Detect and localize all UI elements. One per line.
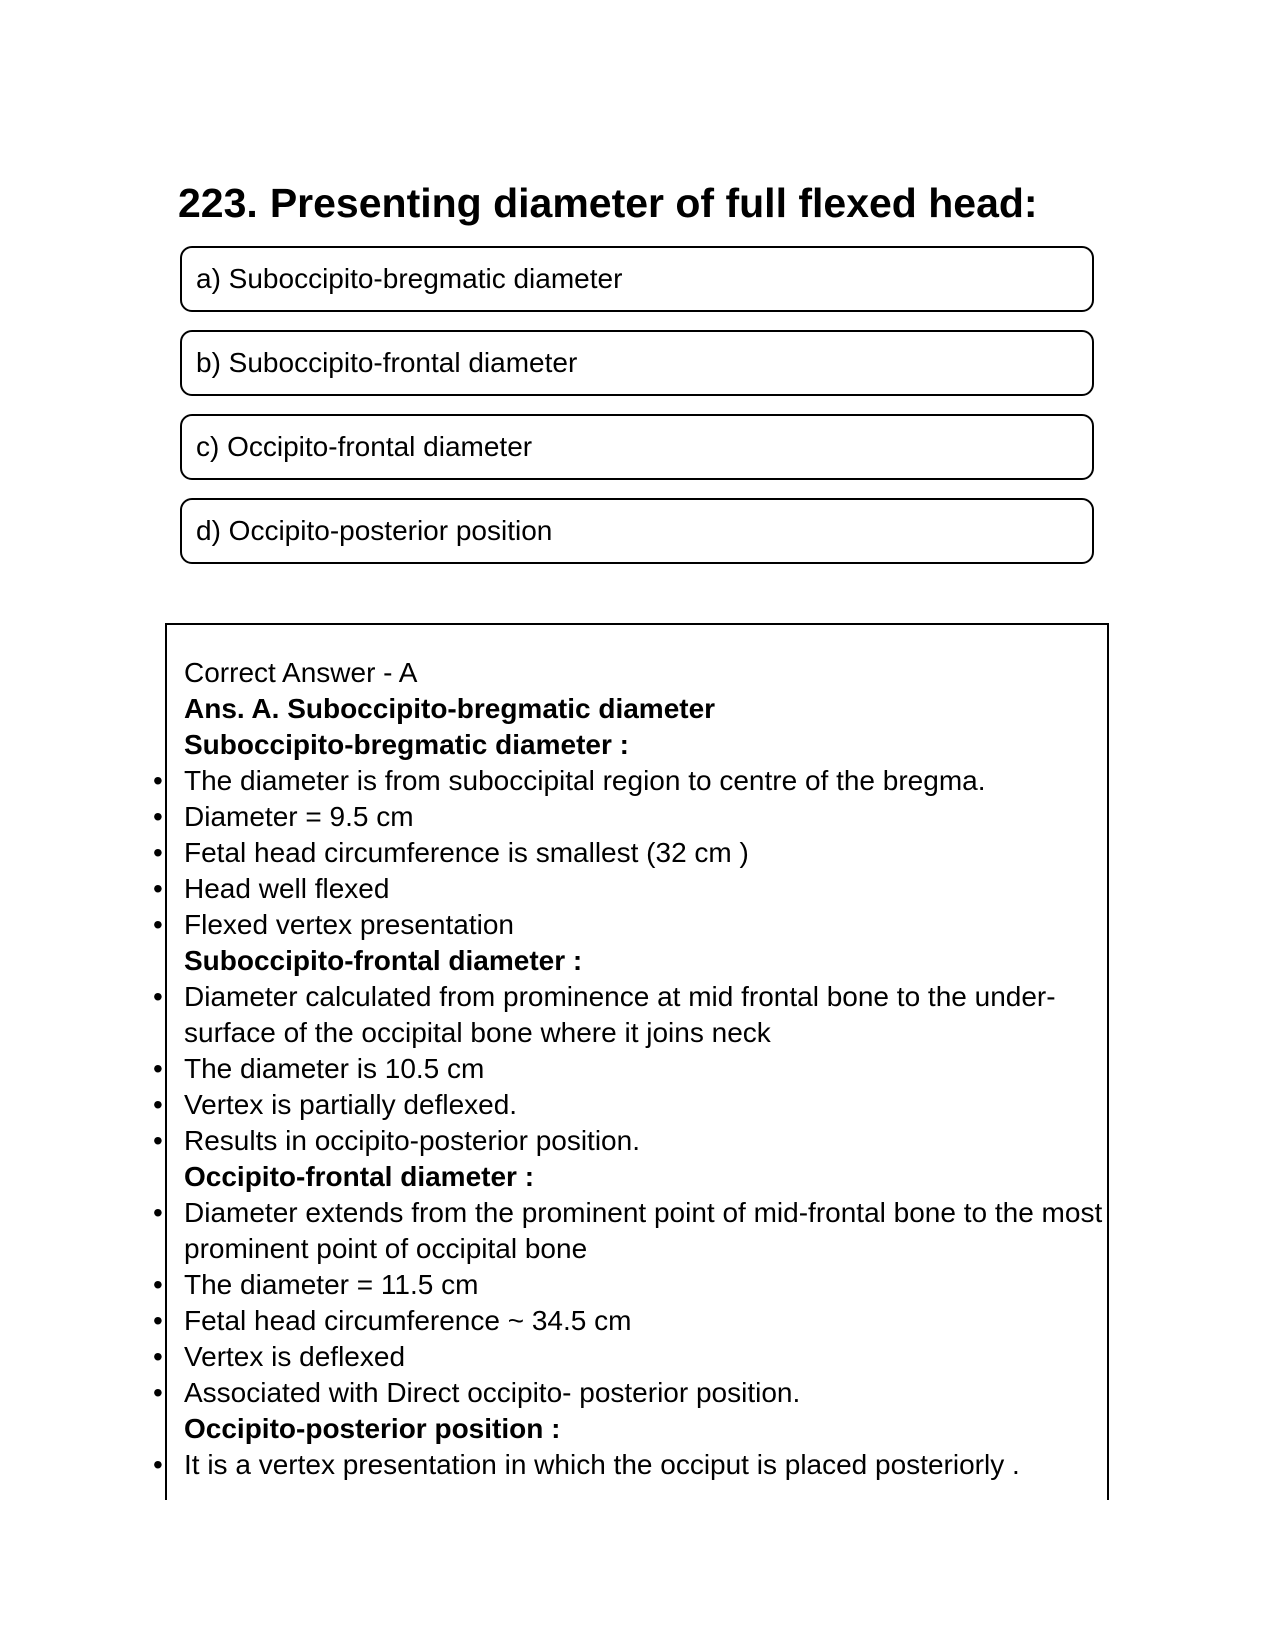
bullet-icon: • bbox=[153, 801, 163, 832]
bullet-icon: • bbox=[153, 1197, 163, 1228]
list-item: • Diameter = 9.5 cm bbox=[184, 799, 1104, 835]
list-item: • Vertex is deflexed bbox=[184, 1339, 1104, 1375]
bullet-icon: • bbox=[153, 1269, 163, 1300]
list-item: • Fetal head circumference is smallest (32 cm ) bbox=[184, 835, 1104, 871]
bullet-icon: • bbox=[153, 981, 163, 1012]
bullet-icon: • bbox=[153, 909, 163, 940]
bullet-icon: • bbox=[153, 873, 163, 904]
answer-heading: Ans. A. Suboccipito-bregmatic diameter bbox=[184, 693, 716, 724]
list-item: • The diameter is from suboccipital region to centre of the bregma. bbox=[184, 763, 1104, 799]
section-heading: Suboccipito-frontal diameter : bbox=[184, 945, 583, 976]
list-item: • Diameter calculated from prominence at mid frontal bone to the under-surface of the occipital bone where it joins neck bbox=[153, 981, 1056, 1048]
question-text: Presenting diameter of full flexed head: bbox=[269, 180, 1038, 226]
question-title bbox=[178, 178, 1038, 228]
bullet-icon: • bbox=[153, 1125, 163, 1156]
list-item: • The diameter is 10.5 cm bbox=[184, 1051, 1104, 1087]
section-heading: Suboccipito-bregmatic diameter : bbox=[184, 729, 629, 760]
bullet-icon: • bbox=[153, 1341, 163, 1372]
list-item: • Results in occipito-posterior position. bbox=[184, 1123, 1104, 1159]
list-item: • It is a vertex presentation in which the occiput is placed posteriorly . bbox=[184, 1447, 1104, 1483]
answer-content bbox=[153, 655, 1104, 1483]
list-item: • Associated with Direct occipito- posterior position. bbox=[184, 1375, 1104, 1411]
option-b[interactable]: b) Suboccipito-frontal diameter bbox=[180, 330, 1094, 396]
list-item: • Flexed vertex presentation bbox=[184, 907, 1104, 943]
question-number: 223. bbox=[178, 180, 258, 226]
bullet-icon: • bbox=[153, 1089, 163, 1120]
list-item: • The diameter = 11.5 cm bbox=[184, 1267, 1104, 1303]
section-heading: Occipito-frontal diameter : bbox=[184, 1161, 535, 1192]
correct-answer-label: Correct Answer - A bbox=[184, 657, 418, 688]
list-item: • Diameter extends from the prominent point of mid-frontal bone to the most prominent point of occipital bone bbox=[153, 1197, 1103, 1264]
bullet-icon: • bbox=[153, 1305, 163, 1336]
option-a[interactable]: a) Suboccipito-bregmatic diameter bbox=[180, 246, 1094, 312]
list-item: • Head well flexed bbox=[184, 871, 1104, 907]
bullet-icon: • bbox=[153, 765, 163, 796]
option-d[interactable]: d) Occipito-posterior position bbox=[180, 498, 1094, 564]
option-c[interactable]: c) Occipito-frontal diameter bbox=[180, 414, 1094, 480]
list-item: • Vertex is partially deflexed. bbox=[184, 1087, 1104, 1123]
section-heading: Occipito-posterior position : bbox=[184, 1413, 561, 1444]
bullet-icon: • bbox=[153, 1377, 163, 1408]
list-item: • Fetal head circumference ~ 34.5 cm bbox=[184, 1303, 1104, 1339]
answer-explanation-box bbox=[153, 623, 1109, 1500]
bullet-icon: • bbox=[153, 1449, 163, 1480]
bullet-icon: • bbox=[153, 837, 163, 868]
bullet-icon: • bbox=[153, 1053, 163, 1084]
